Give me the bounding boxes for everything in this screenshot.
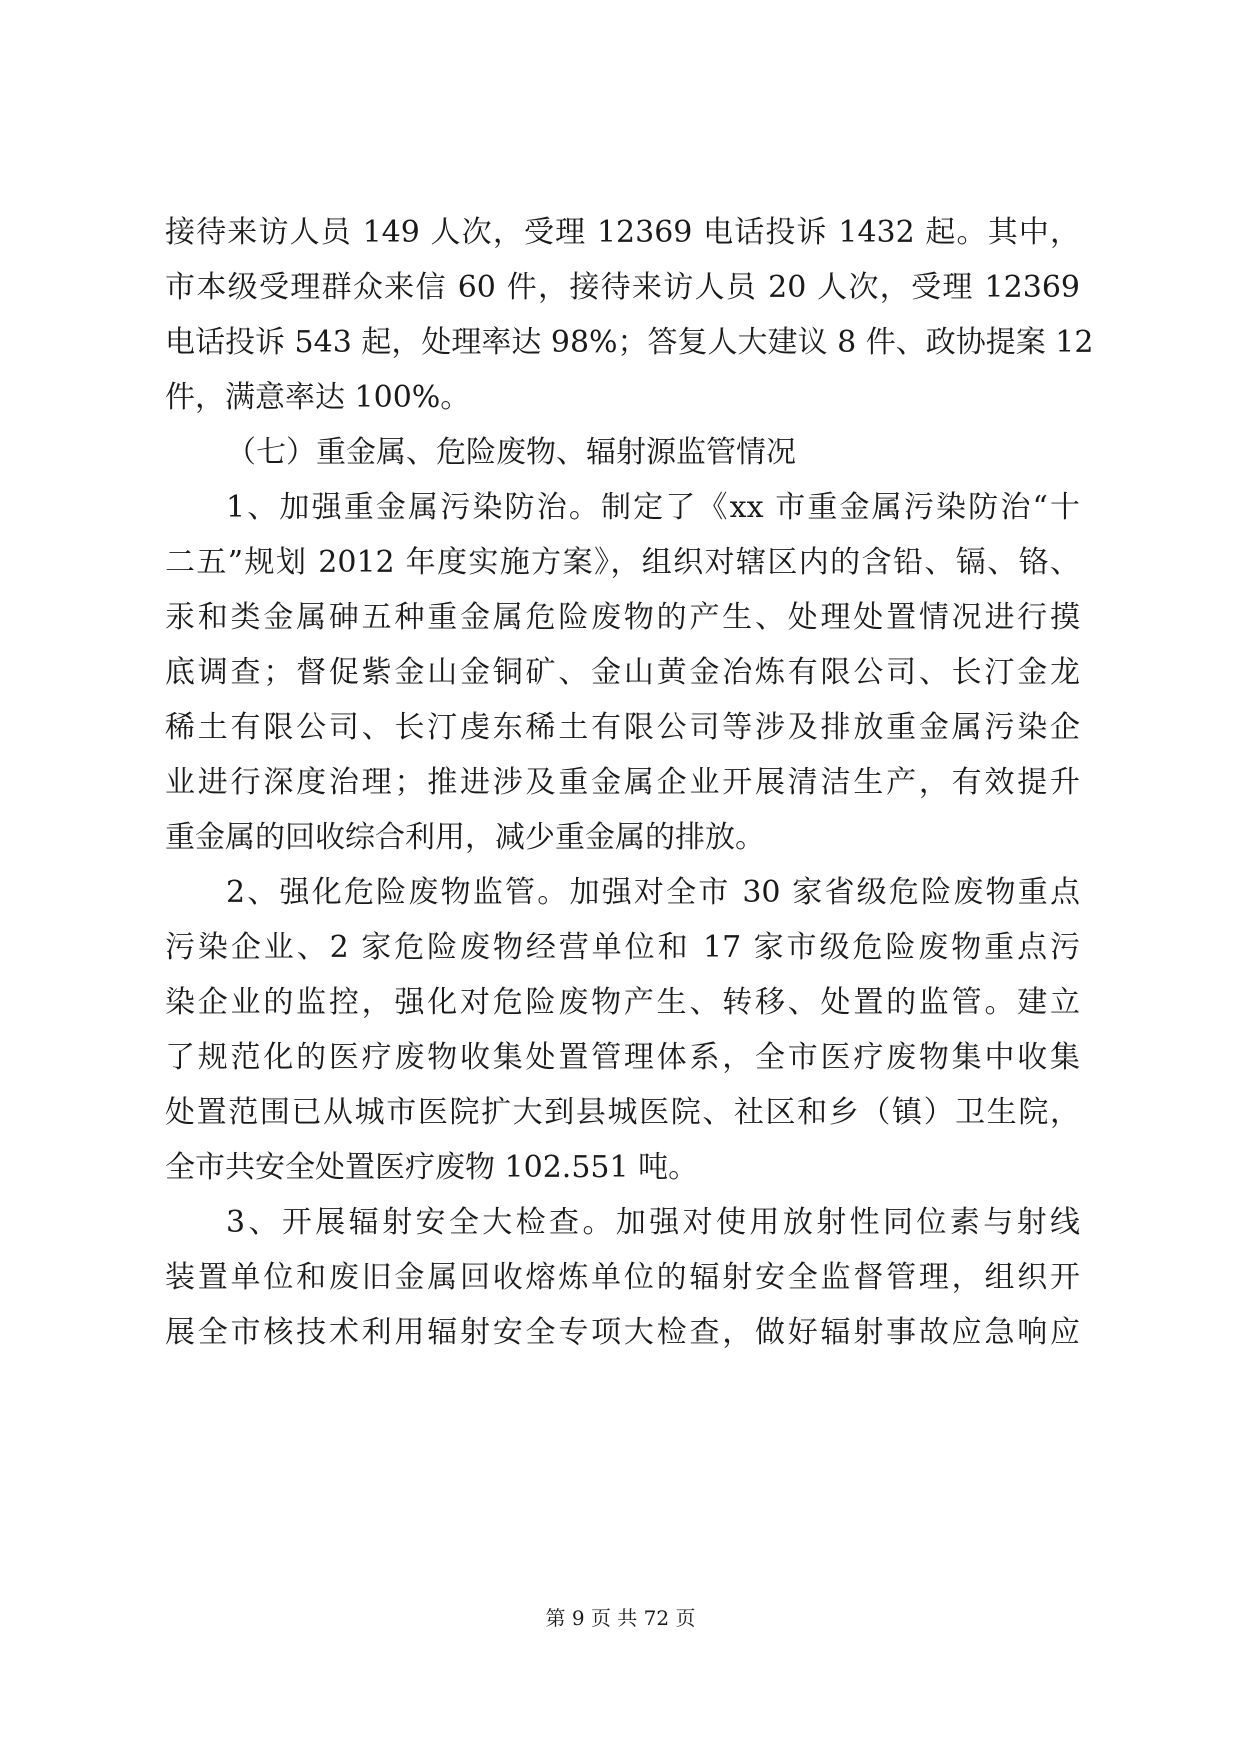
body-text-line: 重金属的回收综合利用，减少重金属的排放。 [165, 820, 765, 855]
body-text-line: 污染企业、2 家危险废物经营单位和 17 家市级危险废物重点污 [165, 930, 1080, 965]
body-text-line: 3、开展辐射安全大检查。加强对使用放射性同位素与射线 [226, 1205, 1080, 1240]
section-heading: （七）重金属、危险废物、辐射源监管情况 [226, 435, 796, 470]
body-text-line: 业进行深度治理；推进涉及重金属企业开展清洁生产，有效提升 [165, 765, 1080, 800]
body-text-line: 处置范围已从城市医院扩大到县城医院、社区和乡（镇）卫生院， [165, 1095, 1080, 1130]
body-text-line: 了规范化的医疗废物收集处置管理体系，全市医疗废物集中收集 [165, 1040, 1080, 1075]
body-text-line: 件，满意率达 100%。 [165, 380, 471, 415]
body-text-line: 二五”规划 2012 年度实施方案》，组织对辖区内的含铅、镉、铬、 [165, 545, 1080, 580]
body-text-line: 市本级受理群众来信 60 件，接待来访人员 20 人次，受理 12369 [165, 270, 1080, 305]
body-text-line: 2、强化危险废物监管。加强对全市 30 家省级危险废物重点 [226, 875, 1080, 910]
page-number-footer: 第 9 页 共 72 页 [545, 1606, 696, 1630]
body-text-line: 汞和类金属砷五种重金属危险废物的产生、处理处置情况进行摸 [165, 600, 1080, 635]
body-text-line: 染企业的监控，强化对危险废物产生、转移、处置的监管。建立 [165, 985, 1080, 1020]
body-text-line: 电话投诉 543 起，处理率达 98%；答复人大建议 8 件、政协提案 12 [165, 325, 1094, 360]
body-text-line: 接待来访人员 149 人次，受理 12369 电话投诉 1432 起。其中， [165, 215, 1080, 250]
body-text-line: 1、加强重金属污染防治。制定了《xx 市重金属污染防治“十 [226, 490, 1080, 525]
body-text-line: 展全市核技术利用辐射安全专项大检查，做好辐射事故应急响应 [165, 1315, 1080, 1350]
body-text-line: 稀土有限公司、长汀虔东稀土有限公司等涉及排放重金属污染企 [165, 710, 1080, 745]
body-text-line: 全市共安全处置医疗废物 102.551 吨。 [165, 1150, 699, 1185]
body-text-line: 底调查；督促紫金山金铜矿、金山黄金冶炼有限公司、长汀金龙 [165, 655, 1080, 690]
body-text-line: 装置单位和废旧金属回收熔炼单位的辐射安全监督管理，组织开 [165, 1260, 1080, 1295]
